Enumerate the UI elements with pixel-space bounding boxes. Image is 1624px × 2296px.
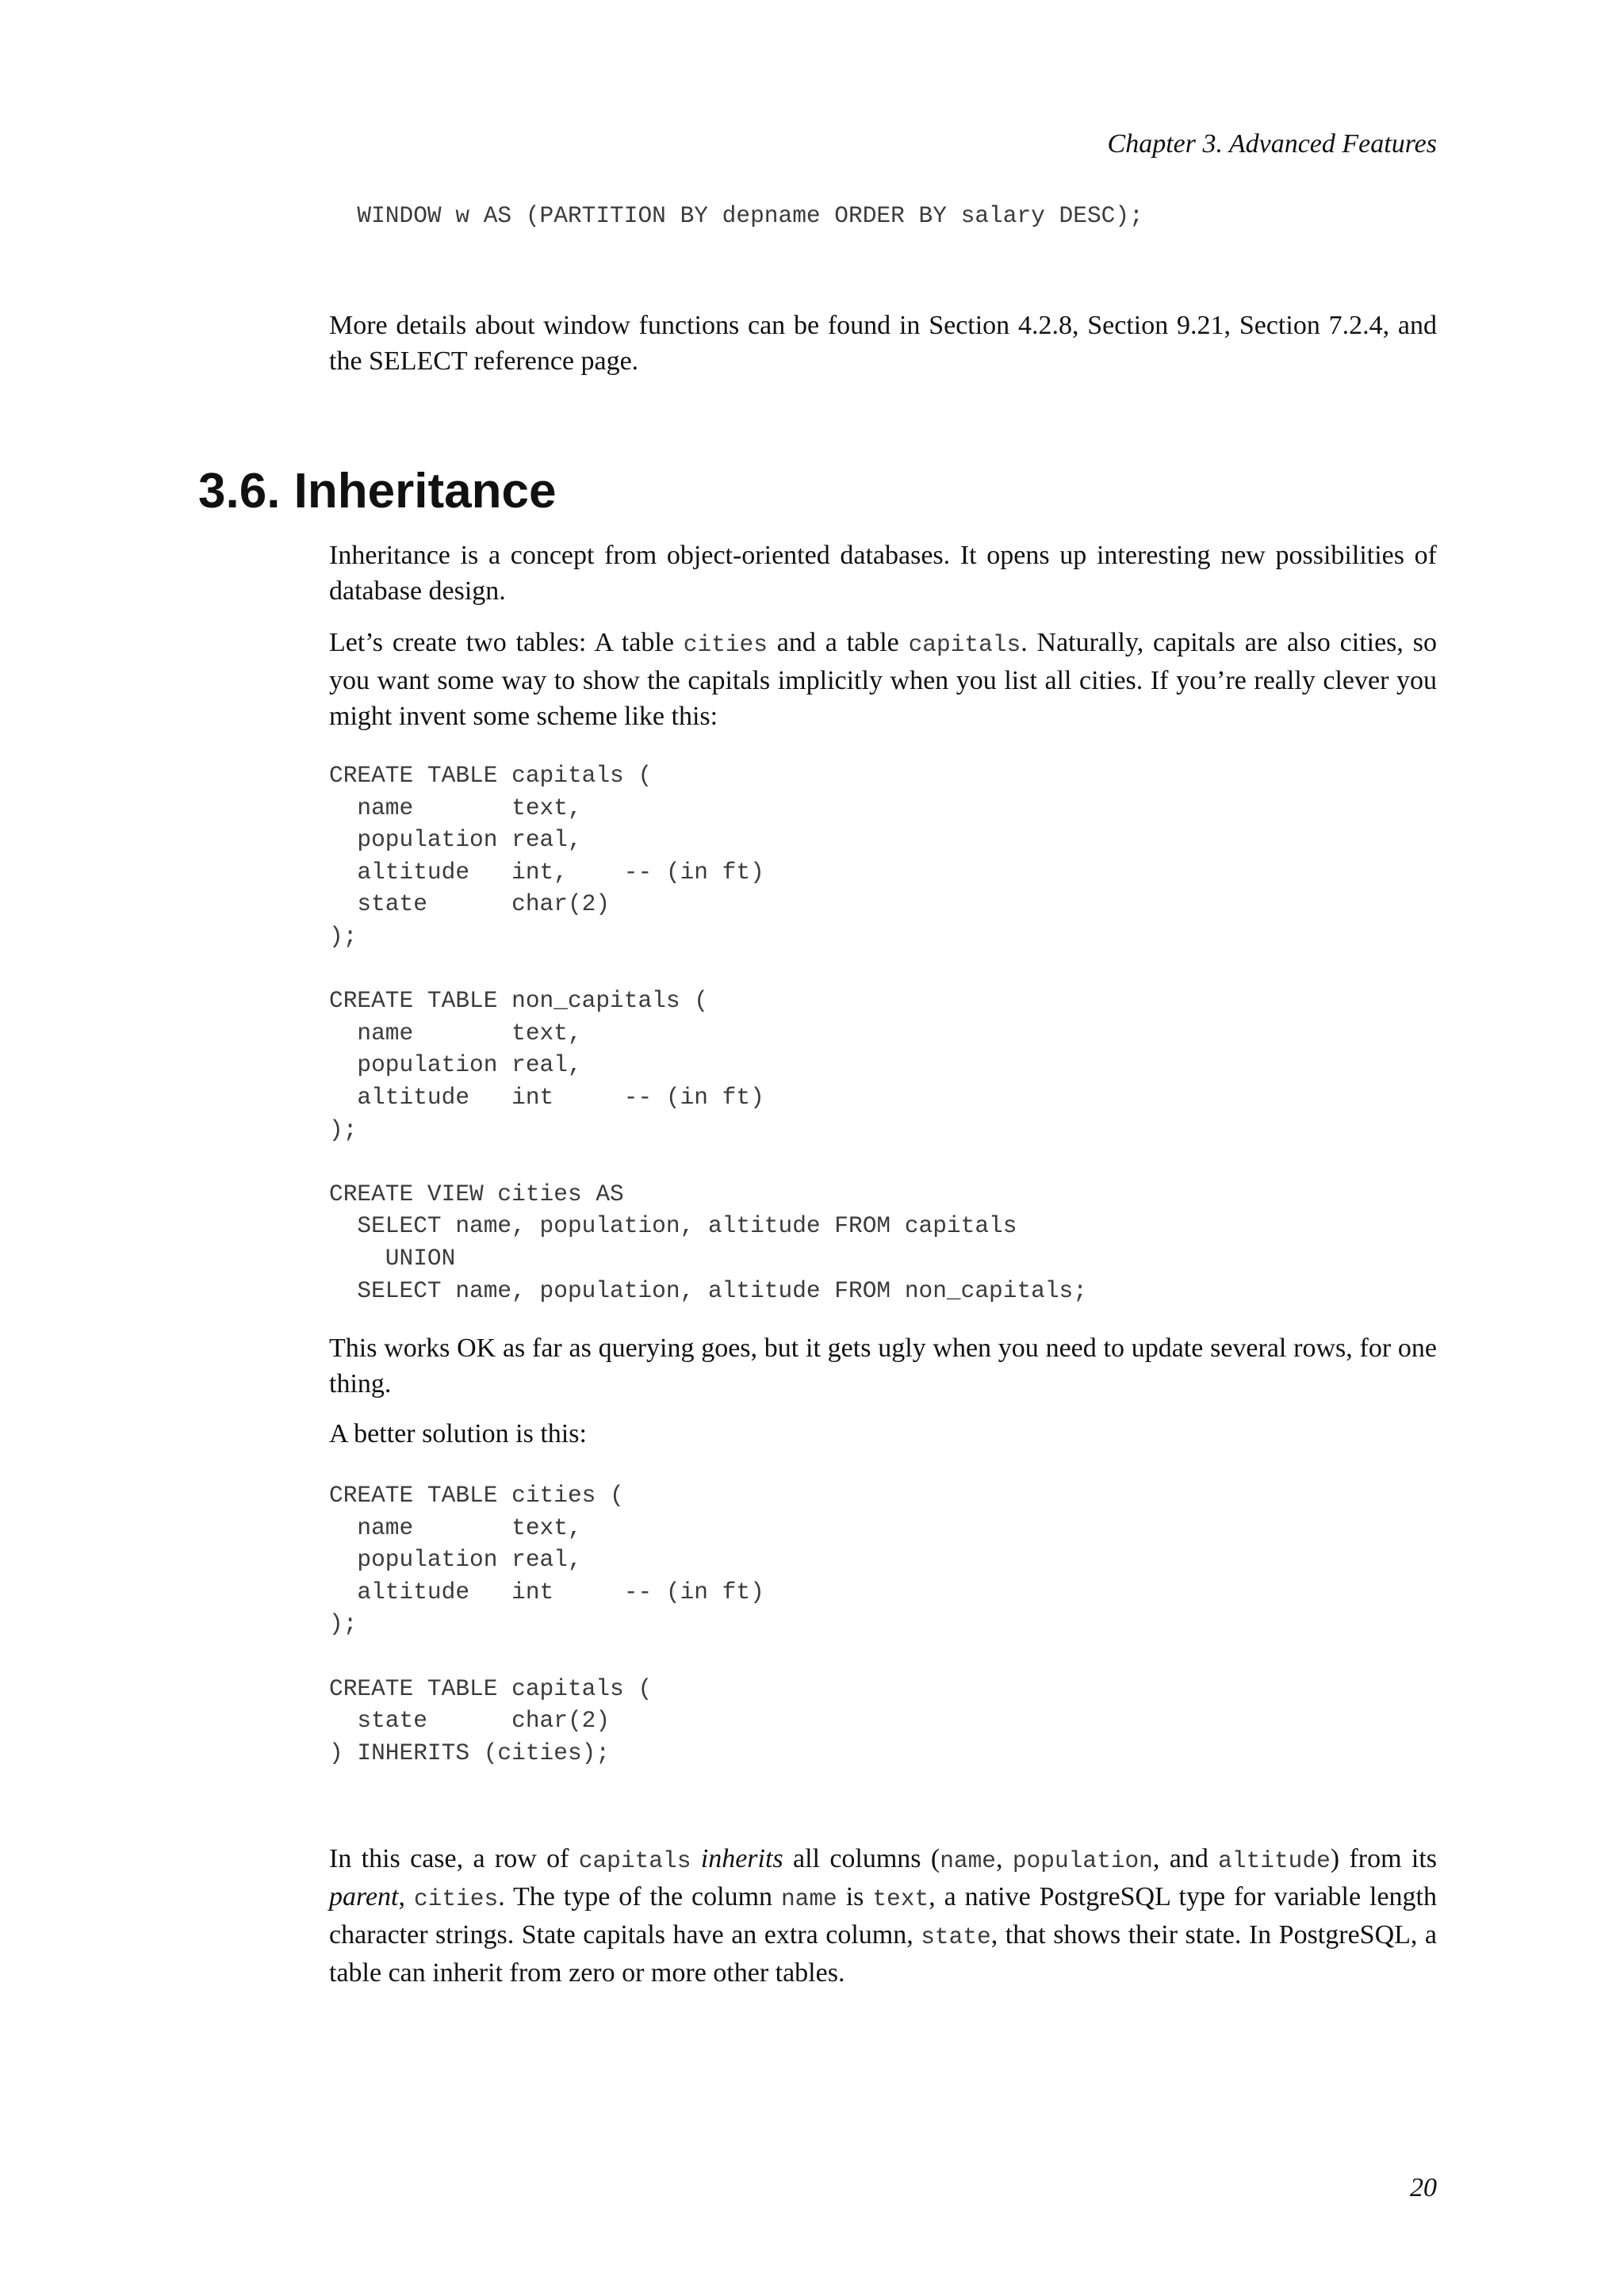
text-run: , [996, 1844, 1013, 1873]
section-heading [198, 460, 556, 523]
code-block-window-clause: WINDOW w AS (PARTITION BY depname ORDER BY salary DESC); [329, 202, 1143, 229]
code-block-better-solution: CREATE TABLE cities ( name text, population real, altitude int -- (in ft) ); CREATE TABLE capitals ( state char(2) ) INHERITS (cities); [329, 1482, 764, 1766]
inline-code: text [872, 1885, 929, 1912]
section-number: 3.6. [198, 464, 281, 519]
inline-code: capitals [578, 1847, 691, 1874]
paragraph-inherits-explanation [329, 1841, 1437, 1991]
running-header: Chapter 3. Advanced Features [1107, 129, 1437, 159]
page-number: 20 [1410, 2173, 1437, 2202]
inline-code: population [1012, 1847, 1153, 1874]
inline-code: cities [683, 631, 768, 658]
text-run: . Naturally, capitals are also cities, so you want some way to show the capitals implicitly when you list all cities. If you’re really clever you might invent some scheme like this: [329, 628, 1437, 731]
text-run: , [398, 1882, 414, 1911]
paragraph-ugly-update: This works OK as far as querying goes, but it gets ugly when you need to update several rows, for one thing. [329, 1334, 1437, 1399]
text-run: ) from its [1330, 1844, 1438, 1873]
emphasis-text: inherits [700, 1844, 783, 1873]
text-run: and a table [767, 628, 909, 657]
text-run: is [837, 1882, 873, 1911]
text-run: , that shows their state. In PostgreSQL, a table can inherit from zero or more other tables. [329, 1920, 1437, 1988]
paragraph-better-solution: A better solution is this: [329, 1419, 587, 1448]
paragraph-window-details: More details about window functions can be found in Section 4.2.8, Section 9.21, Section 7.2.4, and the SELECT reference page. [329, 311, 1437, 376]
emphasis-text: parent [329, 1882, 399, 1911]
text-run: , a native PostgreSQL type for variable length character strings. State capitals have an extra column, [329, 1882, 1438, 1950]
paragraph-create-tables [329, 625, 1437, 734]
inline-code: altitude [1218, 1847, 1331, 1874]
text-run: Let’s create two tables: A table [329, 628, 684, 657]
code-block-scheme: CREATE TABLE capitals ( name text, population real, altitude int, -- (in ft) state char(2) ); CREATE TABLE non_capitals ( name text, population real, altitude int -- (in ft) ); CREATE VIEW cities AS SELECT name, population, altitude FROM capitals UNION SELECT name, population, altitude FROM non_capitals; [329, 762, 1087, 1304]
inline-code: state [921, 1923, 991, 1950]
inline-code: capitals [908, 631, 1021, 658]
inline-code: name [780, 1885, 837, 1912]
section-title-text: Inheritance [293, 464, 557, 519]
inline-code: cities [413, 1885, 499, 1912]
text-run [691, 1844, 700, 1873]
text-run: In this case, a row of [329, 1844, 579, 1873]
text-run: all columns ( [783, 1844, 940, 1873]
text-run: . The type of the column [498, 1882, 781, 1911]
paragraph-inheritance-intro: Inheritance is a concept from object-oriented databases. It opens up interesting new possibilities of database design. [329, 541, 1437, 606]
text-run: , and [1152, 1844, 1219, 1873]
inline-code: name [940, 1847, 997, 1874]
